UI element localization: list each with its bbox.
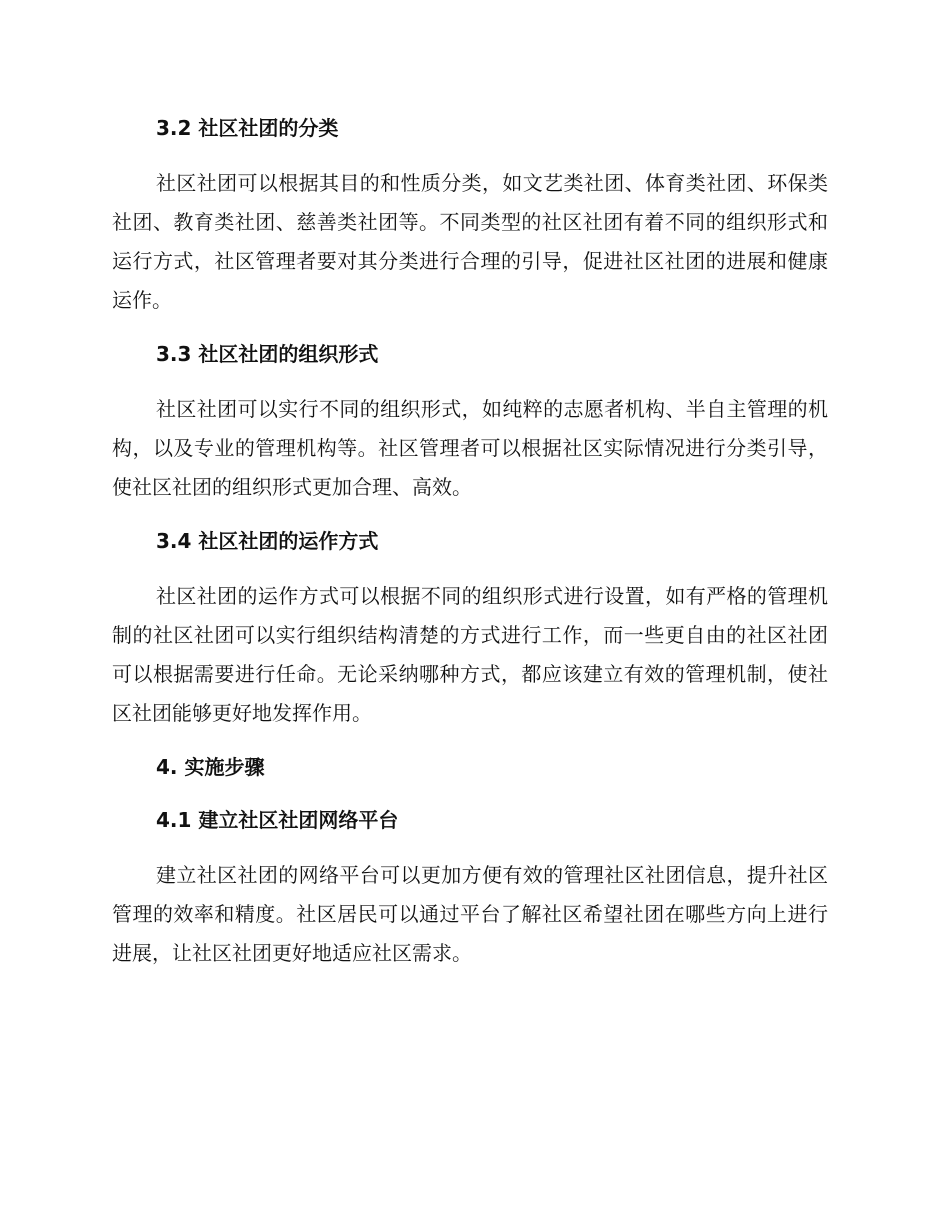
section-heading-3-4: 3.4 社区社团的运作方式 bbox=[156, 529, 379, 553]
section-paragraph-3-3: 社区社团可以实行不同的组织形式，如纯粹的志愿者机构、半自主管理的机构，以及专业的管理机构等。社区管理者可以根据社区实际情况进行分类引导，使社区社团的组织形式更加合理、高效。 bbox=[112, 397, 828, 499]
document-body bbox=[112, 112, 828, 973]
section-paragraph-4-1: 建立社区社团的网络平台可以更加方便有效的管理社区社团信息，提升社区管理的效率和精度。社区居民可以通过平台了解社区希望社团在哪些方向上进行进展，让社区社团更好地适应社区需求。 bbox=[112, 863, 828, 965]
section-heading-3-2: 3.2 社区社团的分类 bbox=[156, 116, 339, 140]
section-heading-4-1: 4.1 建立社区社团网络平台 bbox=[156, 808, 399, 832]
section-paragraph-3-4: 社区社团的运作方式可以根据不同的组织形式进行设置，如有严格的管理机制的社区社团可以实行组织结构清楚的方式进行工作，而一些更自由的社区社团可以根据需要进行任命。无论采纳哪种方式，都应该建立有效的管理机制，使社区社团能够更好地发挥作用。 bbox=[112, 584, 828, 725]
section-paragraph-3-2: 社区社团可以根据其目的和性质分类，如文艺类社团、体育类社团、环保类社团、教育类社团、慈善类社团等。不同类型的社区社团有着不同的组织形式和运行方式，社区管理者要对其分类进行合理的引导，促进社区社团的进展和健康运作。 bbox=[112, 171, 828, 312]
section-heading-3-3: 3.3 社区社团的组织形式 bbox=[156, 342, 379, 366]
section-heading-4: 4. 实施步骤 bbox=[156, 755, 265, 779]
